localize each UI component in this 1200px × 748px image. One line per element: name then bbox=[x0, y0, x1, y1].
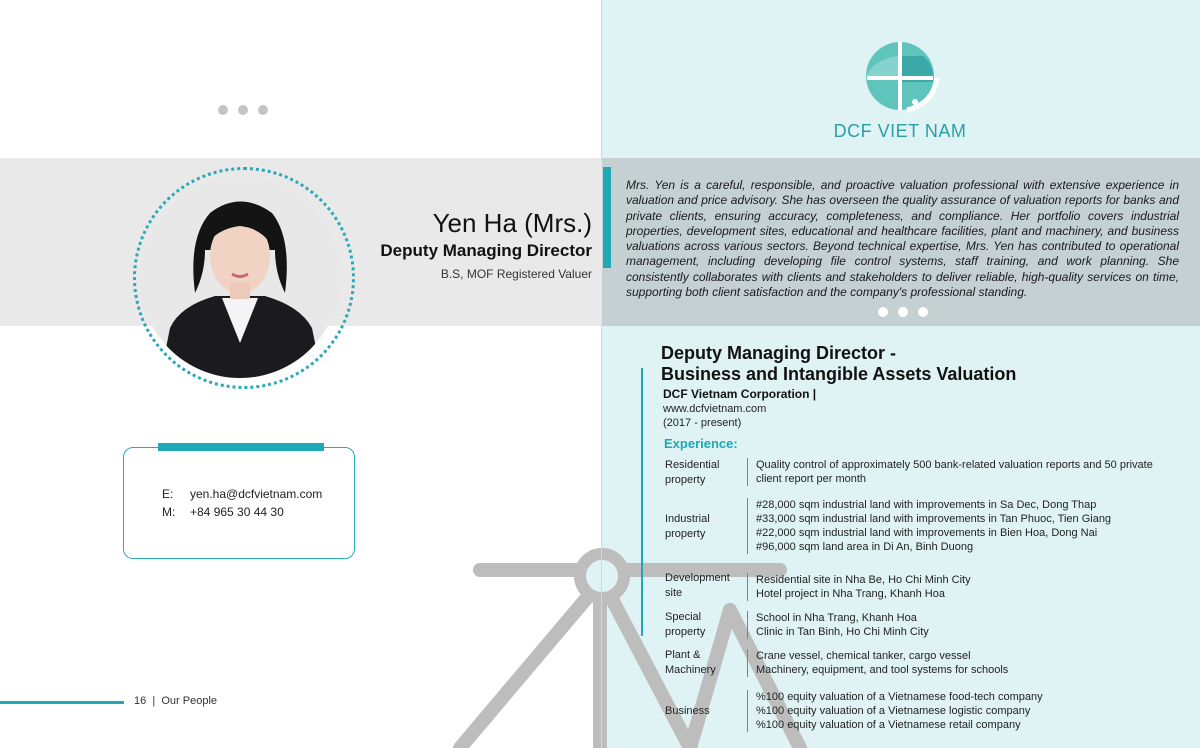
phone-row bbox=[162, 505, 284, 519]
accent-bar bbox=[603, 167, 611, 268]
exp-item: School in Nha Trang, Khanh Hoa bbox=[756, 612, 917, 624]
exp-items-development bbox=[756, 573, 1186, 601]
email-row bbox=[162, 487, 322, 501]
exp-item: Clinic in Tan Binh, Ho Chi Minh City bbox=[756, 626, 929, 638]
exp-item: Quality control of approximately 500 bank-related valuation reports and 50 private bbox=[756, 459, 1153, 471]
employment-period: (2017 - present) bbox=[663, 417, 742, 429]
profile-header bbox=[380, 208, 592, 281]
exp-item: #28,000 sqm industrial land with improvements in Sa Dec, Dong Thap bbox=[756, 499, 1097, 511]
phone-value[interactable]: +84 965 30 44 30 bbox=[190, 505, 284, 519]
exp-items-special bbox=[756, 611, 1186, 639]
exp-divider bbox=[747, 498, 748, 554]
phone-key: M: bbox=[162, 505, 176, 519]
page-fold bbox=[601, 0, 602, 748]
exp-items-plant bbox=[756, 649, 1186, 677]
exp-divider bbox=[747, 649, 748, 677]
exp-item: %100 equity valuation of a Vietnamese food-tech company bbox=[756, 691, 1043, 703]
exp-category-industrial: Industrial property bbox=[665, 513, 710, 540]
section-accent-line bbox=[641, 368, 643, 636]
email-value[interactable]: yen.ha@dcfvietnam.com bbox=[190, 487, 323, 501]
footer-line bbox=[0, 701, 124, 704]
exp-category-plant: Plant & Machinery bbox=[665, 649, 716, 676]
exp-item: %100 equity valuation of a Vietnamese retail company bbox=[756, 719, 1021, 731]
person-credentials: B.S, MOF Registered Valuer bbox=[440, 267, 592, 281]
footer-separator: | bbox=[152, 695, 156, 707]
person-role: Deputy Managing Director bbox=[380, 241, 592, 260]
exp-item: client report per month bbox=[756, 473, 867, 485]
footer-section: Our People bbox=[161, 695, 218, 707]
job-title-line2: Business and Intangible Assets Valuation bbox=[661, 364, 1017, 384]
company-name: DCF Vietnam Corporation | bbox=[663, 387, 817, 401]
pager-dots-right bbox=[878, 307, 928, 317]
exp-item: %100 equity valuation of a Vietnamese logistic company bbox=[756, 705, 1031, 717]
exp-category-business: Business bbox=[665, 705, 710, 717]
experience-heading: Experience: bbox=[664, 436, 738, 451]
exp-divider bbox=[747, 458, 748, 486]
exp-item: Residential site in Nha Be, Ho Chi Minh City bbox=[756, 574, 971, 586]
exp-category-residential: Residential property bbox=[665, 459, 720, 486]
logo-text: DCF VIET NAM bbox=[833, 121, 967, 141]
exp-category-development: Development site bbox=[665, 572, 730, 599]
exp-item: Crane vessel, chemical tanker, cargo vessel bbox=[756, 650, 971, 662]
profile-photo bbox=[140, 178, 340, 378]
person-name: Yen Ha (Mrs.) bbox=[432, 208, 592, 238]
job-title bbox=[661, 343, 1081, 385]
company-website[interactable]: www.dcfvietnam.com bbox=[663, 403, 767, 415]
pager-dots-left bbox=[218, 105, 268, 115]
page-number: 16 bbox=[134, 695, 147, 707]
exp-items-residential bbox=[756, 458, 1186, 486]
contact-card-bar bbox=[158, 443, 324, 451]
contact-card bbox=[123, 447, 355, 559]
job-title-line1: Deputy Managing Director - bbox=[661, 343, 897, 363]
exp-divider bbox=[747, 611, 748, 639]
exp-items-business bbox=[756, 690, 1186, 732]
exp-category-special: Special property bbox=[665, 611, 706, 638]
exp-divider bbox=[747, 573, 748, 601]
exp-item: Hotel project in Nha Trang, Khanh Hoa bbox=[756, 588, 945, 600]
dcf-globe-logo-icon bbox=[855, 38, 945, 118]
exp-divider bbox=[747, 690, 748, 732]
email-key: E: bbox=[162, 487, 174, 501]
footer bbox=[134, 695, 217, 707]
exp-item: #22,000 sqm industrial land with improvements in Bien Hoa, Dong Nai bbox=[756, 527, 1098, 539]
exp-item: Machinery, equipment, and tool systems for schools bbox=[756, 664, 1009, 676]
exp-items-industrial bbox=[756, 498, 1186, 554]
bio-paragraph: Mrs. Yen is a careful, responsible, and proactive valuation professional with extensive experience in valuation and price advisory. She has overseen the quality assurance of valuation reports for banks and private clients, ensuring accuracy, completeness, and compliance. Her portfolio covers industrial properties, development sites, educational and healthcare facilities, plant and machinery, and business valuations across various sectors. Beyond technical expertise, Mrs. Yen has contributed to operational management, including developing file control systems, staff training, and work planning. She consistently collaborates with clients and stakeholders to deliver reliable, high-quality services on time, supporting both client satisfaction and the company's professional standing. bbox=[626, 178, 1179, 300]
exp-item: #96,000 sqm land area in Di An, Binh Duong bbox=[756, 541, 974, 553]
exp-item: #33,000 sqm industrial land with improvements in Tan Phuoc, Tien Giang bbox=[756, 513, 1112, 525]
